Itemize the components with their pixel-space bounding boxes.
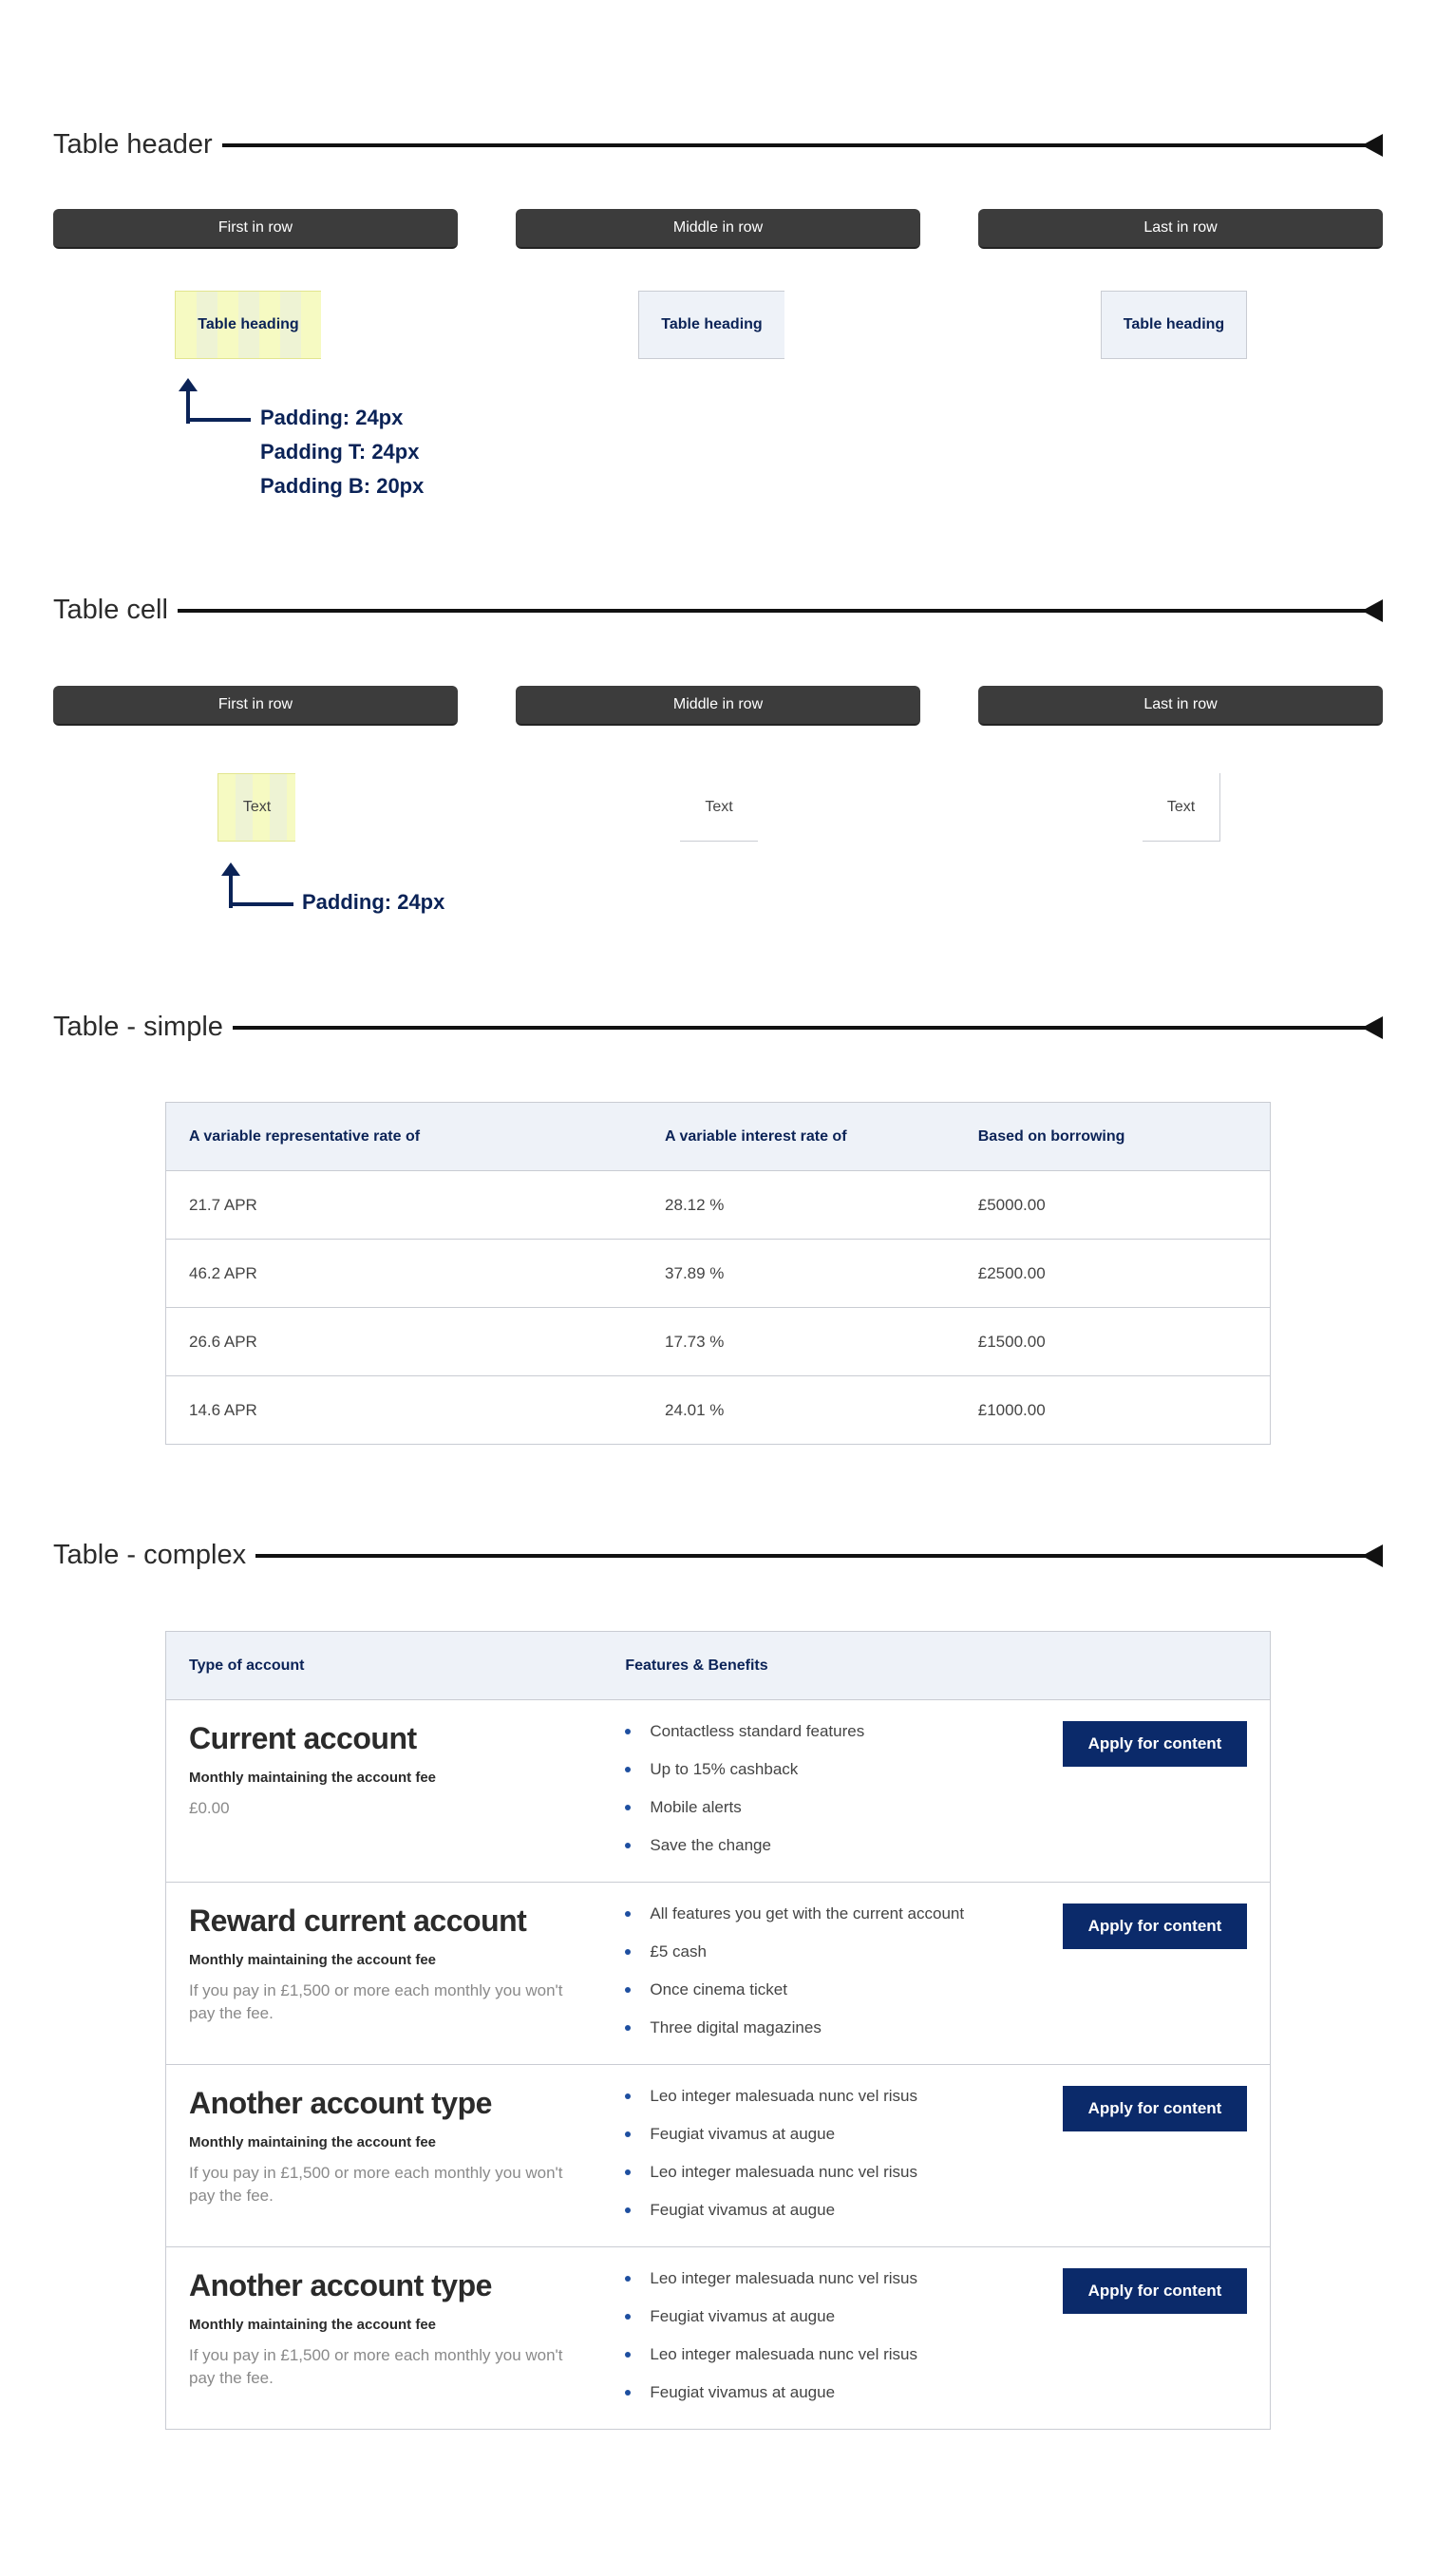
column-header: Features & Benefits	[602, 1632, 1040, 1700]
section-title-table-complex: Table - complex	[53, 1542, 255, 1569]
account-title: Reward current account	[189, 1904, 527, 1938]
action-cell	[1040, 1883, 1271, 2065]
simple-table	[165, 1102, 1271, 1445]
features-list	[625, 1904, 1017, 2055]
pill-middle-in-row: Middle in row	[516, 686, 920, 726]
table-row	[166, 1376, 1271, 1445]
pill-last-in-row: Last in row	[978, 686, 1383, 726]
column-header: Type of account	[166, 1632, 603, 1700]
table-cell: 17.73 %	[642, 1308, 955, 1376]
table-cell: £1000.00	[955, 1376, 1271, 1445]
table-cell: £2500.00	[955, 1240, 1271, 1308]
complex-table	[165, 1631, 1271, 2430]
table-row	[166, 1240, 1271, 1308]
list-item: Up to 15% cashback	[625, 1759, 1017, 1797]
section-divider-line	[53, 1026, 1383, 1030]
table-cell: 26.6 APR	[166, 1308, 643, 1376]
arrow-left-icon	[1362, 599, 1383, 622]
pill-middle-in-row: Middle in row	[516, 209, 920, 249]
table-cell-demo-last: Text	[1143, 773, 1220, 842]
table-row	[166, 2065, 1271, 2247]
table-header-row	[166, 1103, 1271, 1171]
section-title-table-header: Table header	[53, 131, 222, 159]
column-header: A variable interest rate of	[642, 1103, 955, 1171]
table-row	[166, 2247, 1271, 2430]
list-item: Feugiat vivamus at augue	[625, 2200, 1017, 2238]
list-item: Feugiat vivamus at augue	[625, 2306, 1017, 2344]
list-item: Once cinema ticket	[625, 1979, 1017, 2017]
table-heading-demo-middle: Table heading	[638, 291, 784, 359]
table-heading-demo-last: Table heading	[1101, 291, 1247, 359]
account-fee-label: Monthly maintaining the account fee	[189, 2133, 437, 2150]
section-title-table-cell: Table cell	[53, 597, 178, 624]
account-fee-value: £0.00	[189, 1798, 230, 1817]
table-cell: £1500.00	[955, 1308, 1271, 1376]
table-row	[166, 1308, 1271, 1376]
features-list	[625, 1721, 1017, 1873]
column-header: Based on borrowing	[955, 1103, 1271, 1171]
account-fee-value: If you pay in £1,500 or more each monthly you won't pay the fee.	[189, 2345, 563, 2387]
cell-padding-note	[302, 885, 444, 919]
list-item: All features you get with the current account	[625, 1904, 1017, 1941]
section-title-table-simple: Table - simple	[53, 1013, 233, 1041]
header-padding-notes	[260, 401, 424, 503]
column-header: A variable representative rate of	[166, 1103, 643, 1171]
account-cell	[166, 2065, 603, 2247]
table-cell: 46.2 APR	[166, 1240, 643, 1308]
pill-last-in-row: Last in row	[978, 209, 1383, 249]
padding-note: Padding: 24px	[260, 406, 404, 429]
list-item: Leo integer malesuada nunc vel risus	[625, 2344, 1017, 2382]
list-item: Save the change	[625, 1835, 1017, 1873]
account-title: Another account type	[189, 2086, 492, 2120]
action-cell	[1040, 2065, 1271, 2247]
action-cell	[1040, 2247, 1271, 2430]
features-cell	[602, 2065, 1040, 2247]
corner-arrow-icon	[217, 861, 297, 908]
account-cell	[166, 2247, 603, 2430]
pill-first-in-row: First in row	[53, 686, 458, 726]
table-cell: £5000.00	[955, 1171, 1271, 1240]
padding-top-note: Padding T: 24px	[260, 440, 420, 464]
list-item: Feugiat vivamus at augue	[625, 2382, 1017, 2420]
account-fee-label: Monthly maintaining the account fee	[189, 1769, 437, 1786]
list-item: Feugiat vivamus at augue	[625, 2124, 1017, 2162]
table-row	[166, 1883, 1271, 2065]
list-item: Leo integer malesuada nunc vel risus	[625, 2268, 1017, 2306]
table-cell: 28.12 %	[642, 1171, 955, 1240]
account-cell	[166, 1700, 603, 1883]
padding-bottom-note: Padding B: 20px	[260, 474, 425, 498]
arrow-left-icon	[1362, 134, 1383, 157]
table-cell: 24.01 %	[642, 1376, 955, 1445]
list-item: £5 cash	[625, 1941, 1017, 1979]
section-divider-line	[53, 143, 1383, 147]
account-title: Current account	[189, 1721, 417, 1755]
table-row	[166, 1171, 1271, 1240]
section-divider-line	[53, 609, 1383, 613]
features-list	[625, 2086, 1017, 2238]
account-title: Another account type	[189, 2268, 492, 2302]
list-item: Three digital magazines	[625, 2017, 1017, 2055]
apply-button[interactable]: Apply for content	[1063, 2268, 1247, 2314]
table-header-row	[166, 1632, 1271, 1700]
table-heading-demo-first: Table heading	[175, 291, 321, 359]
account-fee-label: Monthly maintaining the account fee	[189, 2316, 437, 2333]
features-cell	[602, 1700, 1040, 1883]
action-cell	[1040, 1700, 1271, 1883]
apply-button[interactable]: Apply for content	[1063, 1904, 1247, 1949]
arrow-left-icon	[1362, 1544, 1383, 1567]
column-header	[1040, 1632, 1271, 1700]
account-cell	[166, 1883, 603, 2065]
table-cell: 14.6 APR	[166, 1376, 643, 1445]
table-cell-demo-first: Text	[217, 773, 295, 842]
arrow-left-icon	[1362, 1016, 1383, 1039]
table-cell: 21.7 APR	[166, 1171, 643, 1240]
table-cell: 37.89 %	[642, 1240, 955, 1308]
apply-button[interactable]: Apply for content	[1063, 1721, 1247, 1767]
list-item: Contactless standard features	[625, 1721, 1017, 1759]
table-cell-demo-middle: Text	[680, 773, 758, 842]
list-item: Leo integer malesuada nunc vel risus	[625, 2086, 1017, 2124]
features-cell	[602, 2247, 1040, 2430]
features-cell	[602, 1883, 1040, 2065]
account-fee-value: If you pay in £1,500 or more each monthly you won't pay the fee.	[189, 2163, 563, 2205]
table-row	[166, 1700, 1271, 1883]
corner-arrow-icon	[175, 376, 255, 424]
pill-first-in-row: First in row	[53, 209, 458, 249]
account-fee-value: If you pay in £1,500 or more each monthly you won't pay the fee.	[189, 1980, 563, 2022]
list-item: Leo integer malesuada nunc vel risus	[625, 2162, 1017, 2200]
apply-button[interactable]: Apply for content	[1063, 2086, 1247, 2131]
list-item: Mobile alerts	[625, 1797, 1017, 1835]
features-list	[625, 2268, 1017, 2420]
padding-note: Padding: 24px	[302, 890, 445, 914]
account-fee-label: Monthly maintaining the account fee	[189, 1951, 437, 1968]
